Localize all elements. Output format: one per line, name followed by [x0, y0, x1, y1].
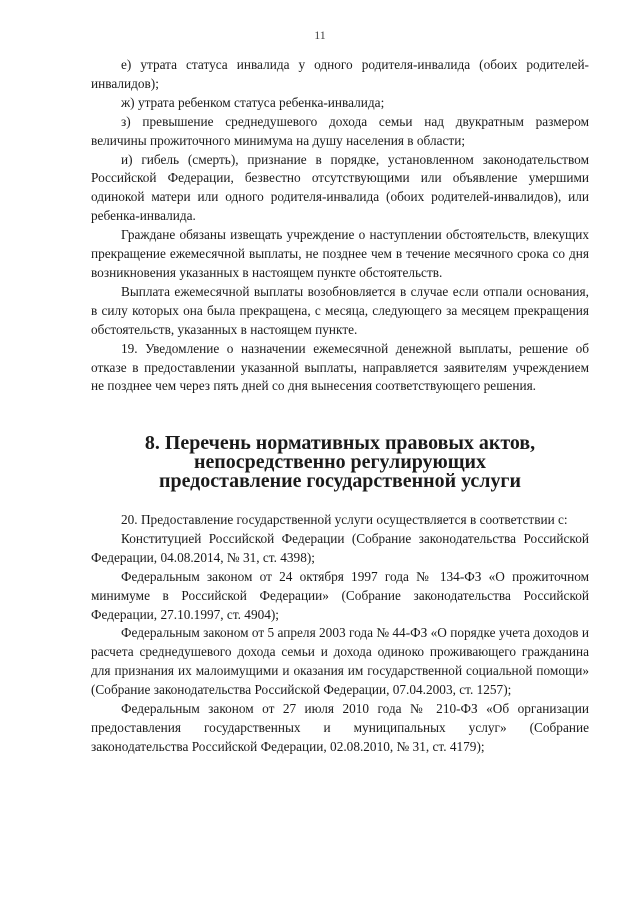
paragraph-clause-20: 20. Предоставление государственной услуги осуществляется в соответствии с:	[121, 512, 568, 528]
paragraph-item-i: и) гибель (смерть), признание в порядке, установленном законодательством Российской Федерации, безвестно отсутствующими или объявление умершими одинокой матери или одного родителя-инвалида (обоих родителей-инвалидов), или ребенка-инвалида.	[91, 151, 589, 224]
section-heading-line-2: непосредственно регулирующих	[193, 451, 487, 474]
section-heading-line-3: предоставление государственной услуги	[159, 470, 521, 493]
paragraph-item-z: з) превышение среднедушевого дохода семьи над двукратным размером величины прожиточного минимума на душу населения в области;	[91, 113, 589, 148]
paragraph-item-e: е) утрата статуса инвалида у одного родителя-инвалида (обоих родителей-инвалидов);	[91, 57, 589, 91]
paragraph-clause-19: 19. Уведомление о назначении ежемесячной денежной выплаты, решение об отказе в предоставлении указанной выплаты, направляется заявителям учреждением не позднее чем через пять дней со дня вынесения соответствующего решения.	[91, 340, 589, 394]
paragraph-item-zh: ж) утрата ребенком статуса ребенка-инвалида;	[121, 94, 385, 110]
paragraph-notification-duty: Граждане обязаны извещать учреждение о наступлении обстоятельств, влекущих прекращение ежемесячной выплаты, не позднее чем в течение месячного срока со дня возникновения указанных в настоящем пункте обстоятельств.	[91, 227, 589, 280]
paragraph-constitution: Конституцией Российской Федерации (Собрание законодательства Российской Федерации, 04.08.2014, № 31, ст. 4398);	[91, 530, 589, 565]
page-number: 11	[314, 28, 326, 42]
paragraph-law-134fz: Федеральным законом от 24 октября 1997 года № 134-ФЗ «О прожиточном минимуме в Российской Федерации» (Собрание законодательства Российской Федерации, 27.10.1997, ст. 4904);	[91, 568, 589, 622]
paragraph-law-44fz: Федеральным законом от 5 апреля 2003 года № 44-ФЗ «О порядке учета доходов и расчета среднедушевого дохода семьи и дохода одиноко проживающего гражданина для признания их малоимущими и оказания им государственной социальной помощи» (Собрание законодательства Российской Федерации, 07.04.2003, ст. 1257);	[91, 625, 589, 698]
paragraph-payment-resumption: Выплата ежемесячной выплаты возобновляется в случае если отпали основания, в силу которых она была прекращена, с месяца, следующего за месяцем прекращения обстоятельств, указанных в настоящем пункте.	[91, 283, 589, 337]
paragraph-law-210fz: Федеральным законом от 27 июля 2010 года № 210-ФЗ «Об организации предоставления государственных и муниципальных услуг» (Собрание законодательства Российской Федерации, 02.08.2010, № 31, ст. 4179);	[91, 701, 589, 754]
section-heading	[91, 434, 589, 491]
page-body	[91, 56, 589, 757]
section-heading-line-1: 8. Перечень нормативных правовых актов,	[144, 432, 536, 455]
